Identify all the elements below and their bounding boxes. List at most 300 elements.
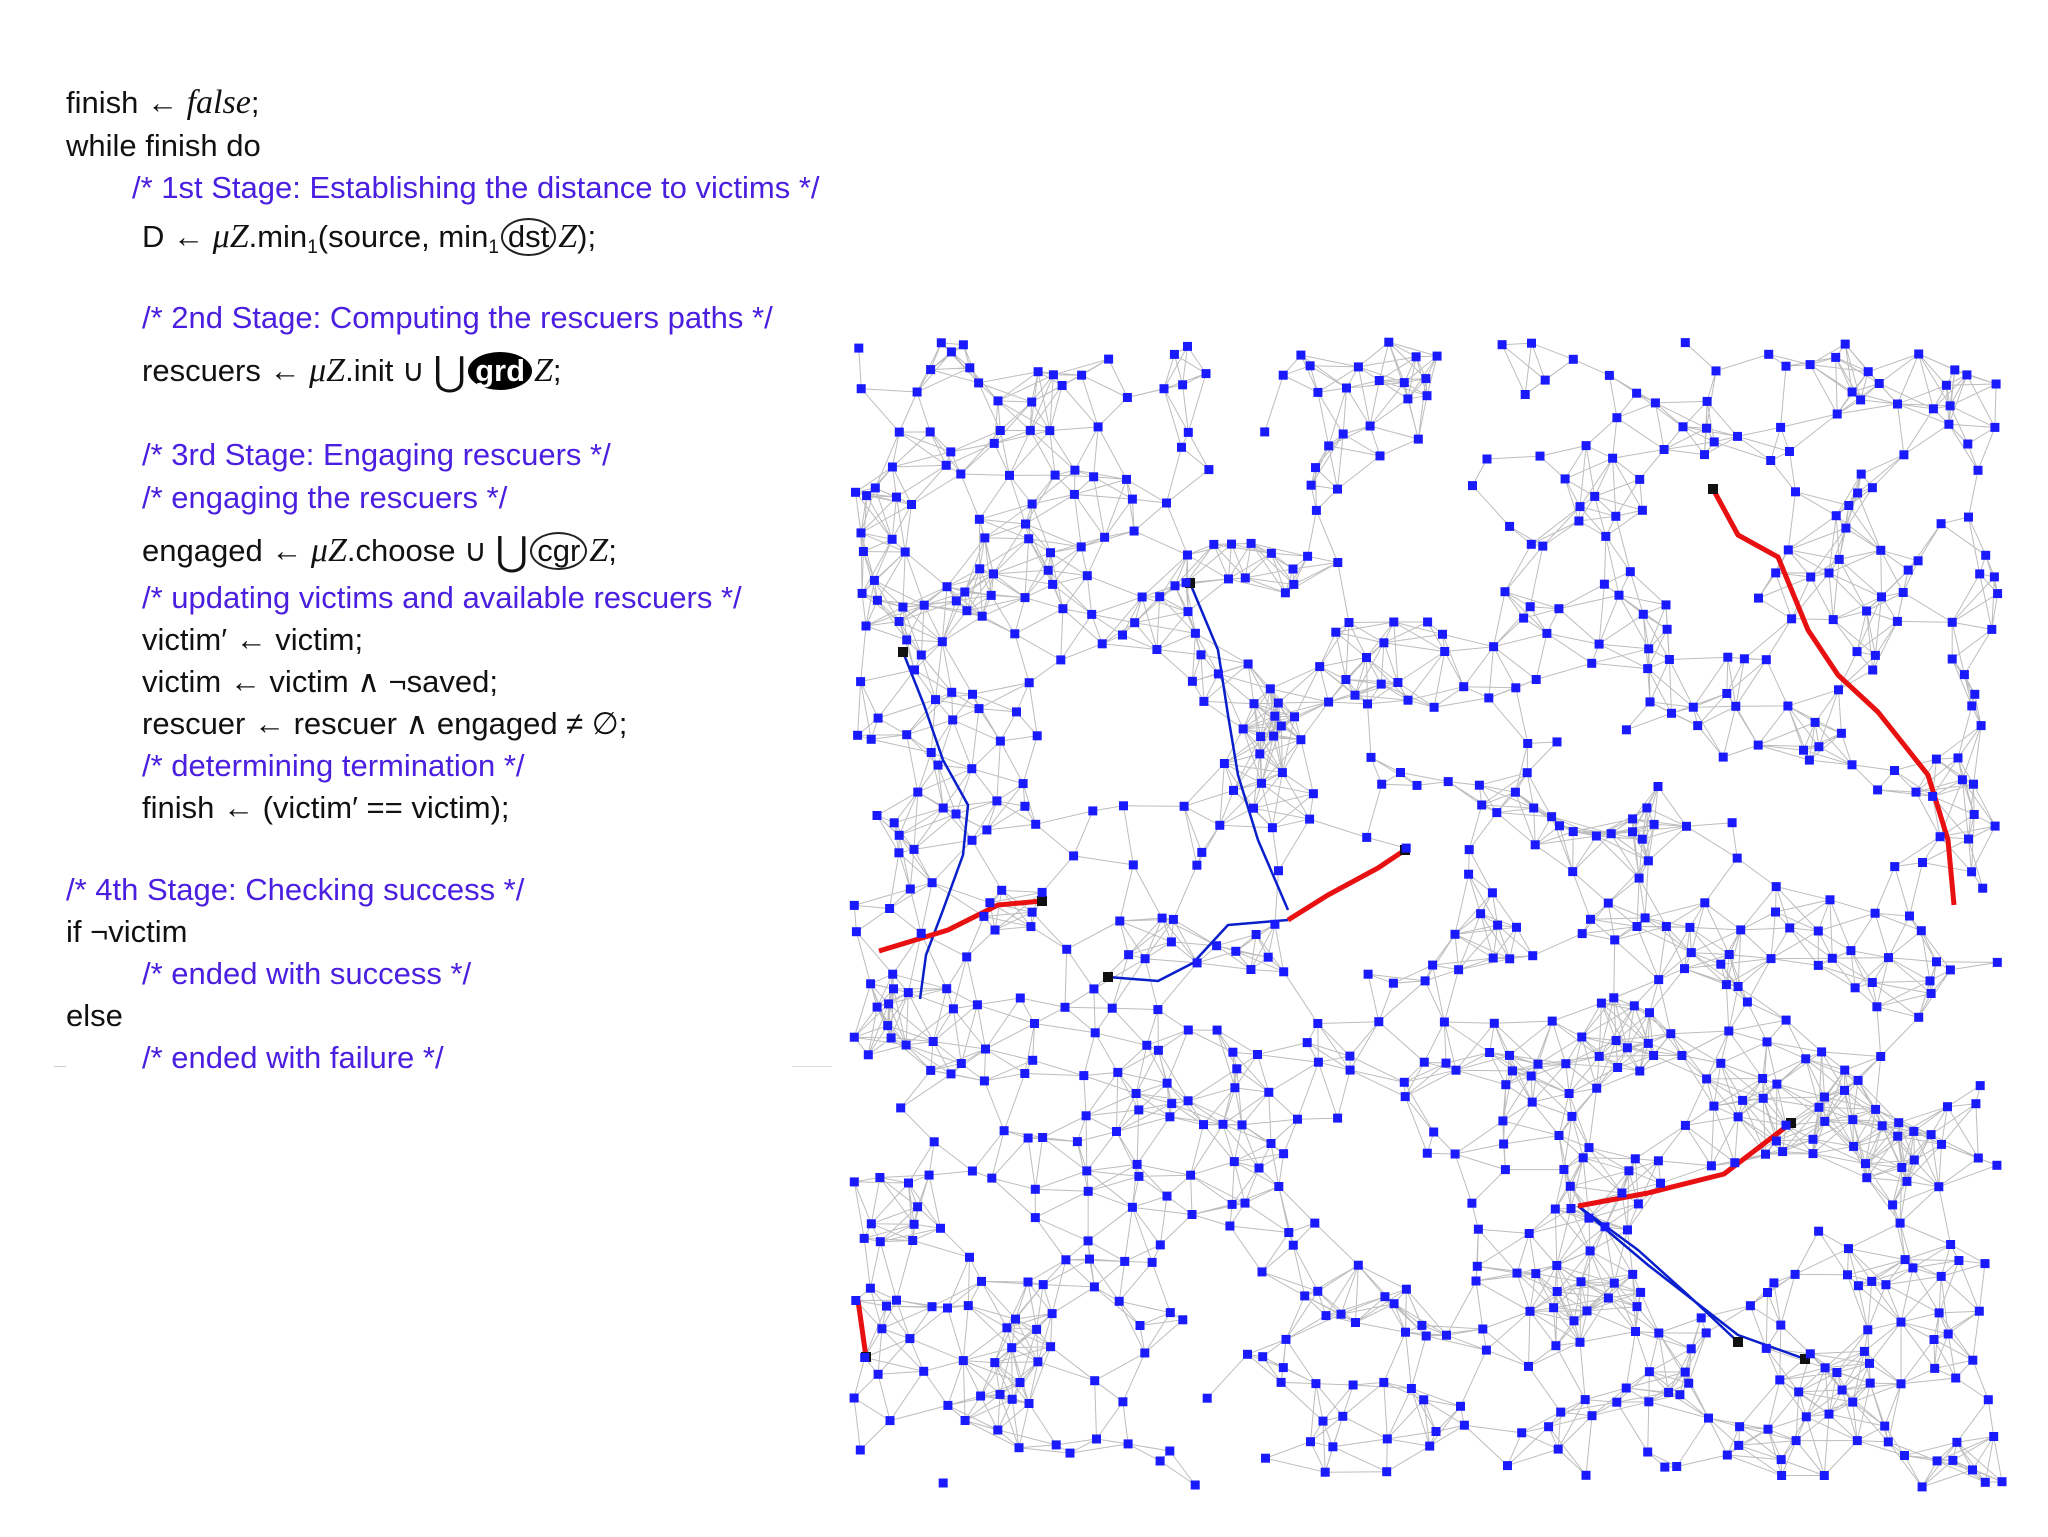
graph-node [860, 1234, 869, 1243]
graph-node [1644, 856, 1653, 865]
graph-node [1556, 1408, 1565, 1417]
graph-node [1045, 426, 1054, 435]
graph-node [1311, 1379, 1320, 1388]
graph-node [1401, 1328, 1410, 1337]
graph-node [1270, 920, 1279, 929]
graph-node [1680, 964, 1689, 973]
graph-node [1952, 1438, 1961, 1447]
graph-node [1970, 690, 1979, 699]
graph-node [978, 612, 987, 621]
graph-node [996, 737, 1005, 746]
graph-node [902, 730, 911, 739]
graph-node [1089, 984, 1098, 993]
graph-node [1534, 1060, 1543, 1069]
code-token: 1 [307, 237, 318, 258]
graph-node [939, 804, 948, 813]
graph-node [1551, 1205, 1560, 1214]
graph-node [1019, 779, 1028, 788]
graph-node [1851, 983, 1860, 992]
graph-node [1508, 1066, 1517, 1075]
graph-node [1862, 607, 1871, 616]
graph-node [1551, 1341, 1560, 1350]
graph-node [1403, 394, 1412, 403]
graph-node [1791, 487, 1800, 496]
graph-node [1566, 1182, 1575, 1191]
graph-node [1716, 960, 1725, 969]
graph-node [1321, 1468, 1330, 1477]
graph-node [1213, 1026, 1222, 1035]
graph-node [1303, 1038, 1312, 1047]
graph-node [1256, 732, 1265, 741]
graph-node [1124, 1439, 1133, 1448]
graph-node [1267, 549, 1276, 558]
graph-node [968, 1167, 977, 1176]
graph-node [1188, 677, 1197, 686]
graph-node [1519, 614, 1528, 623]
graph-node [1610, 935, 1619, 944]
code-line [142, 622, 363, 658]
graph-node [1182, 578, 1191, 587]
graph-node [1991, 822, 2000, 831]
graph-node [1138, 593, 1147, 602]
code-token: false [186, 84, 251, 121]
graph-node [1384, 338, 1393, 347]
graph-node [898, 603, 907, 612]
graph-node [1260, 427, 1269, 436]
graph-node [1825, 1410, 1834, 1419]
graph-node [1306, 361, 1315, 370]
graph-node [1612, 413, 1621, 422]
graph-node [850, 1394, 859, 1403]
graph-node [1199, 697, 1208, 706]
graph-node [1184, 1096, 1193, 1105]
graph-node [1771, 908, 1780, 917]
graph-node [1184, 428, 1193, 437]
graph-node [1841, 340, 1850, 349]
graph-node [1610, 1279, 1619, 1288]
graph-node [1595, 640, 1604, 649]
graph-node [1243, 1350, 1252, 1359]
graph-node [974, 378, 983, 387]
graph-node [1032, 1325, 1041, 1334]
graph-node [1607, 829, 1616, 838]
graph-node [1284, 1228, 1293, 1237]
graph-node [1896, 1219, 1905, 1228]
graph-node [1021, 593, 1030, 602]
graph-node [1794, 1387, 1803, 1396]
graph-node [862, 491, 871, 500]
graph-node [1806, 1349, 1815, 1358]
graph-node [1733, 854, 1742, 863]
graph-node [1702, 1074, 1711, 1083]
graph-node [980, 1076, 989, 1085]
graph-node [1396, 768, 1405, 777]
algorithm-listing [0, 0, 860, 1100]
graph-node [1115, 917, 1124, 926]
graph-node [1734, 1441, 1743, 1450]
graph-node [1082, 1111, 1091, 1120]
graph-node [1313, 1019, 1322, 1028]
graph-node [890, 818, 899, 827]
graph-node [888, 535, 897, 544]
graph-node [1926, 976, 1935, 985]
graph-node [1967, 701, 1976, 710]
graph-node [1002, 1323, 1011, 1332]
graph-node [990, 439, 999, 448]
graph-node [1033, 731, 1042, 740]
graph-node [1860, 1347, 1869, 1356]
graph-node [1177, 443, 1186, 452]
graph-node [1476, 909, 1485, 918]
graph-node [1051, 471, 1060, 480]
graph-node [1289, 565, 1298, 574]
graph-node [1377, 780, 1386, 789]
graph-node [1743, 998, 1752, 1007]
graph-node [886, 1416, 895, 1425]
graph-node [1324, 441, 1333, 450]
graph-node [996, 1390, 1005, 1399]
graph-node [1976, 1081, 1985, 1090]
graph-node [1700, 450, 1709, 459]
graph-node [929, 1037, 938, 1046]
graph-node [1270, 712, 1279, 721]
graph-node [876, 1237, 885, 1246]
code-token: ; [608, 533, 617, 568]
graph-node [1623, 1225, 1632, 1234]
graph-node [1087, 610, 1096, 619]
graph-node [1531, 1269, 1540, 1278]
graph-node [1219, 1120, 1228, 1129]
graph-node [888, 970, 897, 979]
graph-node [1338, 1412, 1347, 1421]
graph-node [1954, 753, 1963, 762]
graph-node [1038, 888, 1047, 897]
graph-node [913, 788, 922, 797]
graph-node [1554, 1445, 1563, 1454]
graph-node [1089, 472, 1098, 481]
graph-node [1482, 1346, 1491, 1355]
graph-node [1628, 814, 1637, 823]
graph-node [1363, 699, 1372, 708]
graph-node [1058, 381, 1067, 390]
graph-node [1693, 721, 1702, 730]
graph-node [947, 347, 956, 356]
graph-node [1981, 551, 1990, 560]
graph-node [1379, 1378, 1388, 1387]
graph-node [1848, 1115, 1857, 1124]
graph-node [1421, 374, 1430, 383]
graph-node [1622, 725, 1631, 734]
graph-node [1132, 1089, 1141, 1098]
code-line [66, 85, 259, 121]
graph-node [1501, 587, 1510, 596]
graph-node [1523, 739, 1532, 748]
graph-node [1821, 1363, 1830, 1372]
graph-node [1740, 654, 1749, 663]
graph-node [1290, 712, 1299, 721]
graph-node [1191, 629, 1200, 638]
graph-node [1536, 452, 1545, 461]
graph-node [1623, 1043, 1632, 1052]
graph-node [1165, 1112, 1174, 1121]
graph-node [1094, 422, 1103, 431]
graph-node [1193, 958, 1202, 967]
graph-node [1853, 1436, 1862, 1445]
graph-node [1725, 950, 1734, 959]
graph-node [875, 1173, 884, 1182]
graph-node [934, 761, 943, 770]
graph-node [1987, 625, 1996, 634]
graph-node [1389, 618, 1398, 627]
graph-node [1432, 1427, 1441, 1436]
graph-node [1474, 1225, 1483, 1234]
graph-node [1944, 1330, 1953, 1339]
graph-node [943, 582, 952, 591]
graph-node [1490, 1019, 1499, 1028]
graph-node [962, 606, 971, 615]
graph-node [1305, 815, 1314, 824]
graph-node [1016, 1378, 1025, 1387]
graph-node [1569, 827, 1578, 836]
graph-node [1034, 367, 1043, 376]
graph-node [1974, 1154, 1983, 1163]
graph-node [1777, 1471, 1786, 1480]
graph-node [1636, 1288, 1645, 1297]
code-token: /* ended with failure */ [142, 1040, 444, 1075]
graph-node [1024, 1134, 1033, 1143]
graph-node [896, 1103, 905, 1112]
graph-node [1310, 1219, 1319, 1228]
graph-node [959, 340, 968, 349]
graph-node [1279, 967, 1288, 976]
graph-node [1113, 1068, 1122, 1077]
graph-node [1766, 456, 1775, 465]
graph-node [1567, 1204, 1576, 1213]
graph-node [1244, 660, 1253, 669]
graph-node [1865, 1359, 1874, 1368]
graph-node [1771, 568, 1780, 577]
graph-node [1588, 1411, 1597, 1420]
graph-node [1763, 1288, 1772, 1297]
graph-node [1574, 517, 1583, 526]
graph-node [1307, 481, 1316, 490]
graph-node [1646, 697, 1655, 706]
graph-node [1820, 1117, 1829, 1126]
graph-node [1809, 1149, 1818, 1158]
graph-node [1908, 1263, 1917, 1272]
graph-node [1723, 653, 1732, 662]
graph-node [1376, 451, 1385, 460]
code-token: ; [552, 353, 562, 388]
graph-node [1587, 659, 1596, 668]
graph-node [913, 1202, 922, 1211]
graph-node [1154, 1046, 1163, 1055]
graph-node [1975, 569, 1984, 578]
graph-node [1871, 909, 1880, 918]
graph-node [973, 1000, 982, 1009]
graph-node [917, 929, 926, 938]
graph-node [1848, 760, 1857, 769]
graph-node [1641, 913, 1650, 922]
graph-node [1184, 1026, 1193, 1035]
graph-node [1642, 803, 1651, 812]
graph-node [1582, 1471, 1591, 1480]
graph-node [997, 886, 1006, 895]
code-token: finish ← (victim′ == victim); [142, 790, 510, 825]
graph-node [1328, 1442, 1337, 1451]
graph-node [981, 1045, 990, 1054]
graph-node [926, 1066, 935, 1075]
graph-node [1033, 1357, 1042, 1366]
graph-node [1069, 851, 1078, 860]
graph-node [1963, 440, 1972, 449]
graph-node [1313, 388, 1322, 397]
graph-node [1052, 1440, 1061, 1449]
graph-node [1872, 1002, 1881, 1011]
code-token: 1 [488, 237, 499, 258]
graph-node [1488, 888, 1497, 897]
graph-node [1066, 1449, 1075, 1458]
graph-node [1442, 1331, 1451, 1340]
code-token: /* ended with success */ [142, 956, 472, 991]
graph-node [1224, 574, 1233, 583]
graph-node [965, 1253, 974, 1262]
graph-node [1468, 481, 1477, 490]
graph-node [1689, 703, 1698, 712]
comment-line [142, 300, 773, 336]
graph-node [1517, 1428, 1526, 1437]
graph-node [1974, 466, 1983, 475]
graph-node [1402, 844, 1411, 853]
graph-node [1848, 1398, 1857, 1407]
graph-node [1232, 1064, 1241, 1073]
graph-node [1802, 1412, 1811, 1421]
graph-node [854, 344, 863, 353]
graph-node [859, 547, 868, 556]
graph-node [1736, 925, 1745, 934]
graph-node [1485, 1048, 1494, 1057]
graph-node [1782, 362, 1791, 371]
graph-node [960, 588, 969, 597]
graph-node [1782, 1121, 1791, 1130]
graph-node [1567, 1112, 1576, 1121]
graph-node [1681, 338, 1690, 347]
graph-node [1483, 455, 1492, 464]
graph-node [1541, 376, 1550, 385]
graph-node [1650, 820, 1659, 829]
graph-node [1511, 788, 1520, 797]
graph-node [1049, 370, 1058, 379]
graph-node [926, 365, 935, 374]
graph-node [1163, 1079, 1172, 1088]
graph-node [1020, 1069, 1029, 1078]
graph-node [1440, 1018, 1449, 1027]
graph-node [1212, 941, 1221, 950]
graph-node [1767, 954, 1776, 963]
graph-node [1277, 1378, 1286, 1387]
graph-node [1091, 1028, 1100, 1037]
graph-node [1016, 994, 1025, 1003]
graph-node [1662, 600, 1671, 609]
graph-node [1090, 1282, 1099, 1291]
graph-node [994, 396, 1003, 405]
graph-node [1586, 915, 1595, 924]
graph-node [894, 848, 903, 857]
graph-node [1993, 589, 2002, 598]
graph-node [1511, 683, 1520, 692]
graph-node [1875, 379, 1884, 388]
graph-node [1274, 866, 1283, 875]
graph-node [1762, 1344, 1771, 1353]
graph-node [1311, 463, 1320, 472]
graph-node [1501, 1165, 1510, 1174]
graph-node [987, 591, 996, 600]
code-token: /* 2nd Stage: Computing the rescuers paths */ [142, 300, 773, 335]
graph-node [1948, 618, 1957, 627]
graph-node [1141, 954, 1150, 963]
graph-node [1505, 522, 1514, 531]
code-token: engaged ← [142, 533, 311, 568]
graph-node [1401, 1092, 1410, 1101]
graph-node [1527, 1072, 1536, 1081]
graph-node [1778, 1147, 1787, 1156]
graph-node [1684, 1379, 1693, 1388]
graph-node [1279, 1149, 1288, 1158]
graph-node [1239, 724, 1248, 733]
graph-node [1857, 470, 1866, 479]
graph-node [1853, 489, 1862, 498]
graph-node [1169, 915, 1178, 924]
graph-node [1672, 1462, 1681, 1471]
graph-node [1764, 350, 1773, 359]
graph-node [1414, 435, 1423, 444]
graph-node [930, 1137, 939, 1146]
code-line [66, 128, 261, 164]
graph-node [1464, 870, 1473, 879]
graph-node [1597, 999, 1606, 1008]
graph-node [1628, 827, 1637, 836]
graph-node [1929, 404, 1938, 413]
graph-node [1639, 610, 1648, 619]
graph-node [1313, 1287, 1322, 1296]
graph-node [1186, 1171, 1195, 1180]
graph-node [1345, 1052, 1354, 1061]
graph-node [1613, 1063, 1622, 1072]
graph-node [1451, 1150, 1460, 1159]
graph-node [1319, 1417, 1328, 1426]
graph-node [1888, 1200, 1897, 1209]
graph-node [1914, 556, 1923, 565]
graph-node [1010, 629, 1019, 638]
graph-node [1990, 572, 1999, 581]
graph-node [1258, 1267, 1267, 1276]
code-token: /* 4th Stage: Checking success */ [66, 872, 525, 907]
graph-node [1719, 753, 1728, 762]
graph-node [1633, 922, 1642, 931]
graph-node [1848, 388, 1857, 397]
graph-node [1156, 1457, 1165, 1466]
graph-node [1180, 802, 1189, 811]
graph-node [1561, 474, 1570, 483]
graph-node [1513, 1269, 1522, 1278]
graph-node [850, 1177, 859, 1186]
graph-node [1731, 702, 1740, 711]
graph-node [1274, 699, 1283, 708]
graph-node [1880, 1422, 1889, 1431]
graph-node [1267, 1139, 1276, 1148]
graph-node [1820, 1093, 1829, 1102]
graph-node [1763, 1037, 1772, 1046]
